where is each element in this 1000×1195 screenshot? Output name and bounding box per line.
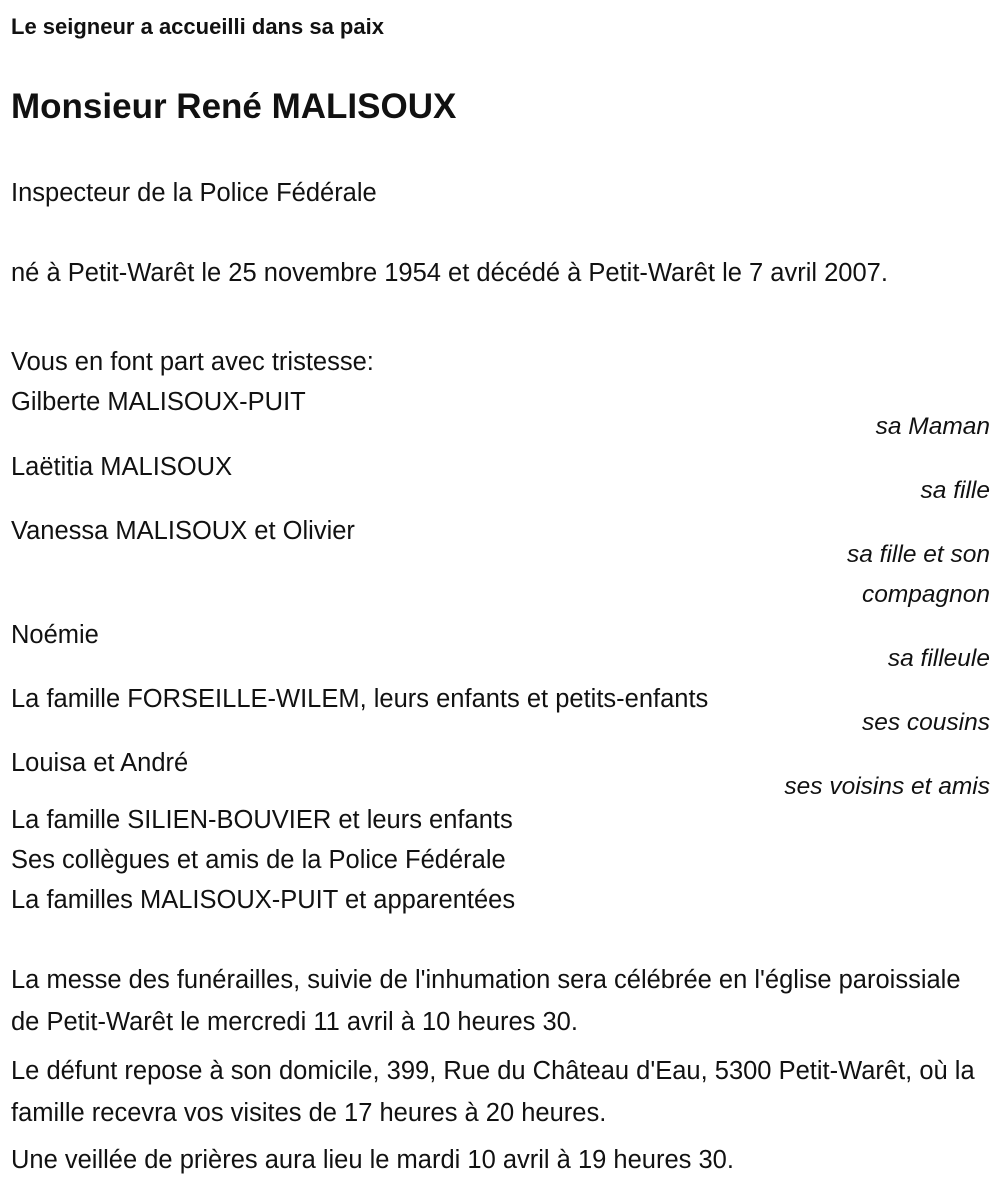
family-member-name: Gilberte MALISOUX-PUIT — [11, 388, 306, 416]
announce-intro: Vous en font part avec tristesse: — [11, 348, 374, 376]
family-relation: ses voisins et amis — [784, 773, 990, 800]
family-relation: sa fille — [920, 477, 990, 504]
mourner-line: La famille SILIEN-BOUVIER et leurs enfants — [11, 806, 513, 834]
family-relation: sa filleule — [887, 645, 990, 672]
family-entry — [11, 511, 990, 615]
family-entry — [11, 679, 990, 743]
deceased-name: Monsieur René MALISOUX — [11, 87, 457, 126]
vigil-info: Une veillée de prières aura lieu le mardi 10 avril à 19 heures 30. — [11, 1146, 734, 1174]
occupation: Inspecteur de la Police Fédérale — [11, 179, 377, 207]
birth-death-dates: né à Petit-Warêt le 25 novembre 1954 et décédé à Petit-Warêt le 7 avril 2007. — [11, 259, 888, 287]
kicker-heading: Le seigneur a accueilli dans sa paix — [11, 14, 384, 39]
family-entry — [11, 382, 990, 447]
family-relation: sa Maman — [875, 413, 990, 440]
visitation-info: Le défunt repose à son domicile, 399, Rue du Château d'Eau, 5300 Petit-Warêt, où la famille recevra vos visites de 17 heures à 20 heures. — [11, 1057, 975, 1127]
family-entry — [11, 447, 990, 511]
family-member-name: Louisa et André — [11, 749, 189, 777]
family-list — [11, 342, 990, 807]
family-entry — [11, 743, 990, 807]
family-entry — [11, 615, 990, 679]
family-member-name: Vanessa MALISOUX et Olivier — [11, 517, 355, 545]
family-relation: ses cousins — [861, 709, 990, 736]
funeral-info: La messe des funérailles, suivie de l'inhumation sera célébrée en l'église paroissiale de Petit-Warêt le mercredi 11 avril à 10 heures 30. — [11, 966, 961, 1036]
mourner-line: Ses collègues et amis de la Police Fédérale — [11, 846, 506, 874]
family-member-name: Laëtitia MALISOUX — [11, 453, 233, 481]
mourner-line: La familles MALISOUX-PUIT et apparentées — [11, 886, 516, 914]
family-member-name: Noémie — [11, 621, 99, 649]
family-member-name: La famille FORSEILLE-WILEM, leurs enfants et petits-enfants — [11, 685, 709, 713]
other-mourners — [11, 800, 990, 920]
family-relation: sa fille et son compagnon — [847, 541, 990, 608]
